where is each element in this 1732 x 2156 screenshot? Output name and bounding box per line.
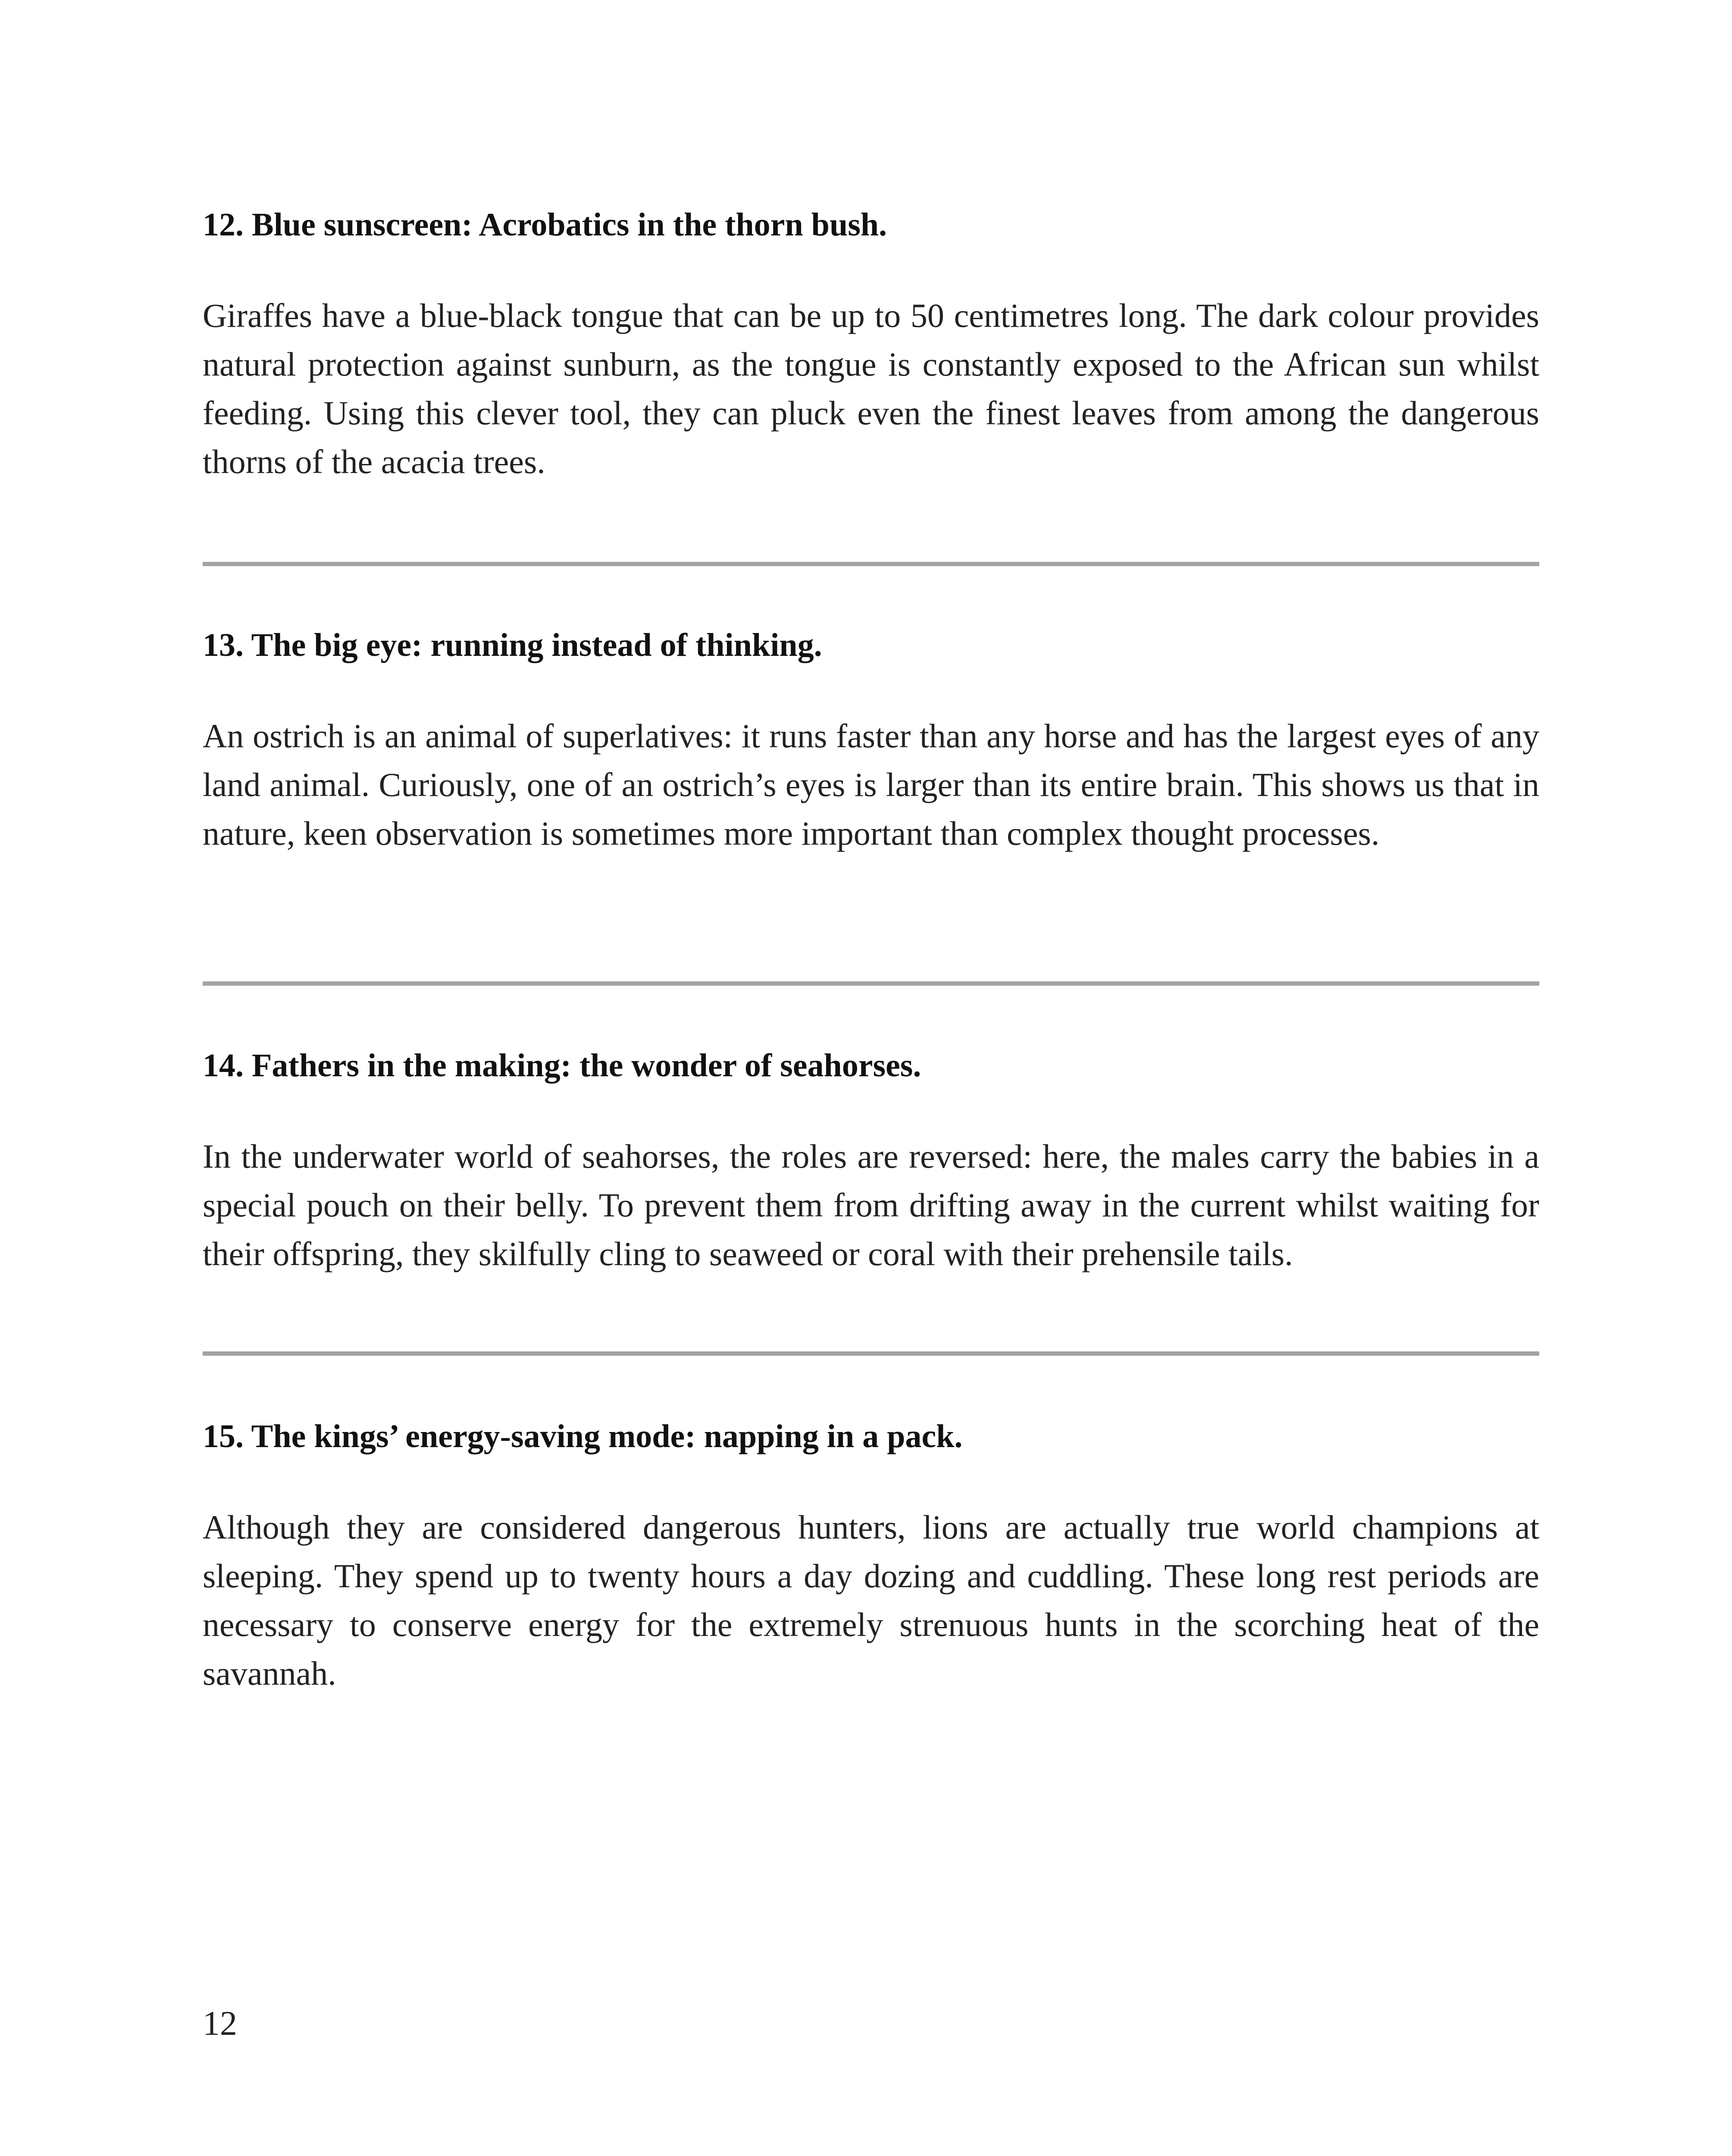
section-title: 12. Blue sunscreen: Acrobatics in the thorn bush. xyxy=(203,207,887,243)
section-divider xyxy=(203,981,1539,986)
section-title: 14. Fathers in the making: the wonder of seahorses. xyxy=(203,1047,921,1084)
section-title: 15. The kings’ energy-saving mode: napping in a pack. xyxy=(203,1418,963,1454)
page-number: 12 xyxy=(203,2005,237,2043)
section-title: 13. The big eye: running instead of thinking. xyxy=(203,627,822,663)
section-body: In the underwater world of seahorses, the roles are reversed: here, the males carry the babies in a special pouch on their belly. To prevent them from drifting away in the current whilst waiting for their offspring, they skilfully cling to seaweed or coral with their prehensile tails. xyxy=(203,1138,1539,1273)
section-14 xyxy=(203,1046,1539,1278)
section-divider xyxy=(203,1351,1539,1356)
section-body: Giraffes have a blue-black tongue that can be up to 50 centimetres long. The dark colour provides natural protection against sunburn, as the tongue is constantly exposed to the African sun whilst feeding. Using this clever tool, they can pluck even the finest leaves from among the dangerous thorns of the acacia trees. xyxy=(203,297,1539,481)
section-body: An ostrich is an animal of superlatives: it runs faster than any horse and has the largest eyes of any land animal. Curiously, one of an ostrich’s eyes is larger than its entire brain. This shows us that in nature, keen observation is sometimes more important than complex thought processes. xyxy=(203,717,1539,852)
section-divider xyxy=(203,562,1539,566)
section-15 xyxy=(203,1417,1539,1698)
section-body: Although they are considered dangerous hunters, lions are actually true world champions at sleeping. They spend up to twenty hours a day dozing and cuddling. These long rest periods are necessary to conserve energy for the extremely strenuous hunts in the scorching heat of the savannah. xyxy=(203,1508,1539,1692)
section-13 xyxy=(203,626,1539,858)
section-12 xyxy=(203,205,1539,486)
